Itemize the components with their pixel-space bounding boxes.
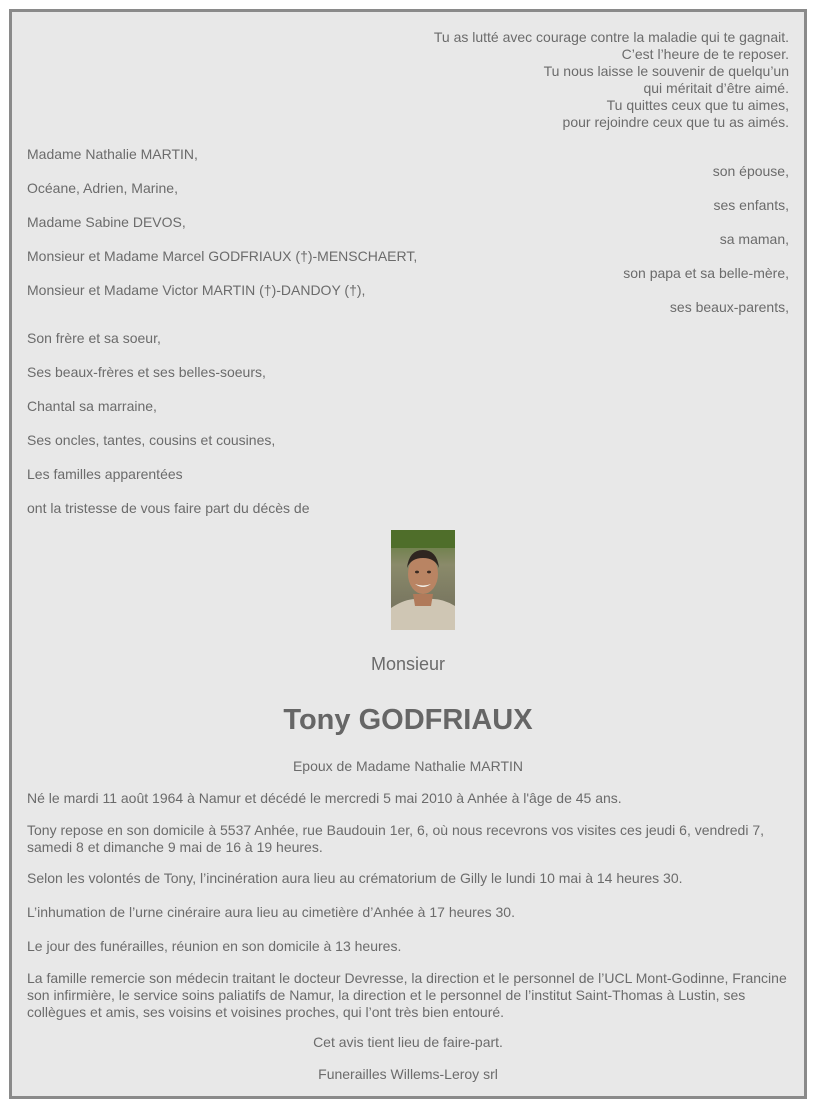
obituary-content bbox=[27, 12, 789, 1096]
family-name: Océane, Adrien, Marine, bbox=[27, 180, 178, 196]
other-relatives-line: Chantal sa marraine, bbox=[27, 398, 157, 414]
birth-death-paragraph: Né le mardi 11 août 1964 à Namur et décédé le mercredi 5 mai 2010 à Anhée à l'âge de 45 ans. bbox=[27, 790, 622, 806]
family-row bbox=[27, 248, 789, 284]
family-name: Madame Nathalie MARTIN, bbox=[27, 146, 198, 162]
family-relation: son papa et sa belle-mère, bbox=[623, 265, 789, 281]
family-relation: sa maman, bbox=[719, 231, 789, 247]
poem-line: pour rejoindre ceux que tu as aimés. bbox=[562, 114, 789, 130]
funeral-home: Funerailles Willems-Leroy srl bbox=[318, 1066, 498, 1082]
visitation-paragraph: Tony repose en son domicile à 5537 Anhée, rue Baudouin 1er, 6, où nous recevrons vos visites ces jeudi 6, vendredi 7, samedi 8 et dimanche 9 mai de 16 à 19 heures. bbox=[27, 822, 765, 855]
family-row bbox=[27, 282, 789, 318]
interment-paragraph: L’inhumation de l’urne cinéraire aura lieu au cimetière d’Anhée à 17 heures 30. bbox=[27, 904, 515, 920]
family-relation: ses beaux-parents, bbox=[669, 299, 789, 315]
spouse-line: Epoux de Madame Nathalie MARTIN bbox=[292, 758, 524, 774]
announcement-line: ont la tristesse de vous faire part du décès de bbox=[27, 500, 310, 516]
family-name: Monsieur et Madame Victor MARTIN (†)-DANDOY (†), bbox=[27, 282, 366, 298]
family-relation: ses enfants, bbox=[713, 197, 789, 213]
notice-line: Cet avis tient lieu de faire-part. bbox=[313, 1034, 503, 1050]
other-relatives-line: Les familles apparentées bbox=[27, 466, 183, 482]
deceased-title: Monsieur bbox=[370, 654, 446, 674]
reception-paragraph: Le jour des funérailles, réunion en son domicile à 13 heures. bbox=[27, 938, 402, 954]
poem-line: Tu nous laisse le souvenir de quelqu’un bbox=[543, 63, 789, 79]
portrait-photo bbox=[391, 530, 455, 630]
family-row bbox=[27, 214, 789, 250]
family-name: Madame Sabine DEVOS, bbox=[27, 214, 186, 230]
family-row bbox=[27, 146, 789, 182]
poem-line: Tu as lutté avec courage contre la maladie qui te gagnait. bbox=[433, 29, 789, 45]
other-relatives-line: Ses beaux-frères et ses belles-soeurs, bbox=[27, 364, 266, 380]
poem-line: Tu quittes ceux que tu aimes, bbox=[606, 97, 789, 113]
poem-line: C’est l’heure de te reposer. bbox=[621, 46, 789, 62]
obituary-card bbox=[9, 9, 807, 1099]
other-relatives-line: Son frère et sa soeur, bbox=[27, 330, 161, 346]
cremation-paragraph: Selon les volontés de Tony, l’incinération aura lieu au crématorium de Gilly le lundi 10 mai à 14 heures 30. bbox=[27, 870, 683, 886]
thanks-paragraph: La famille remercie son médecin traitant le docteur Devresse, la direction et le personnel de l’UCL Mont-Godinne, Francine son infirmière, le service soins paliatifs de Namur, la direction et le personnel de l’institut Saint-Thomas à Lustin, ses collègues et amis, ses voisins et voisines proches, qui l’ont très bien entouré. bbox=[27, 970, 787, 1020]
deceased-name: Tony GODFRIAUX bbox=[283, 704, 533, 736]
poem bbox=[434, 29, 789, 131]
family-row bbox=[27, 180, 789, 216]
family-relation: son épouse, bbox=[712, 163, 789, 179]
other-relatives-line: Ses oncles, tantes, cousins et cousines, bbox=[27, 432, 276, 448]
family-name: Monsieur et Madame Marcel GODFRIAUX (†)-MENSCHAERT, bbox=[27, 248, 418, 264]
poem-line: qui méritait d’être aimé. bbox=[643, 80, 789, 96]
